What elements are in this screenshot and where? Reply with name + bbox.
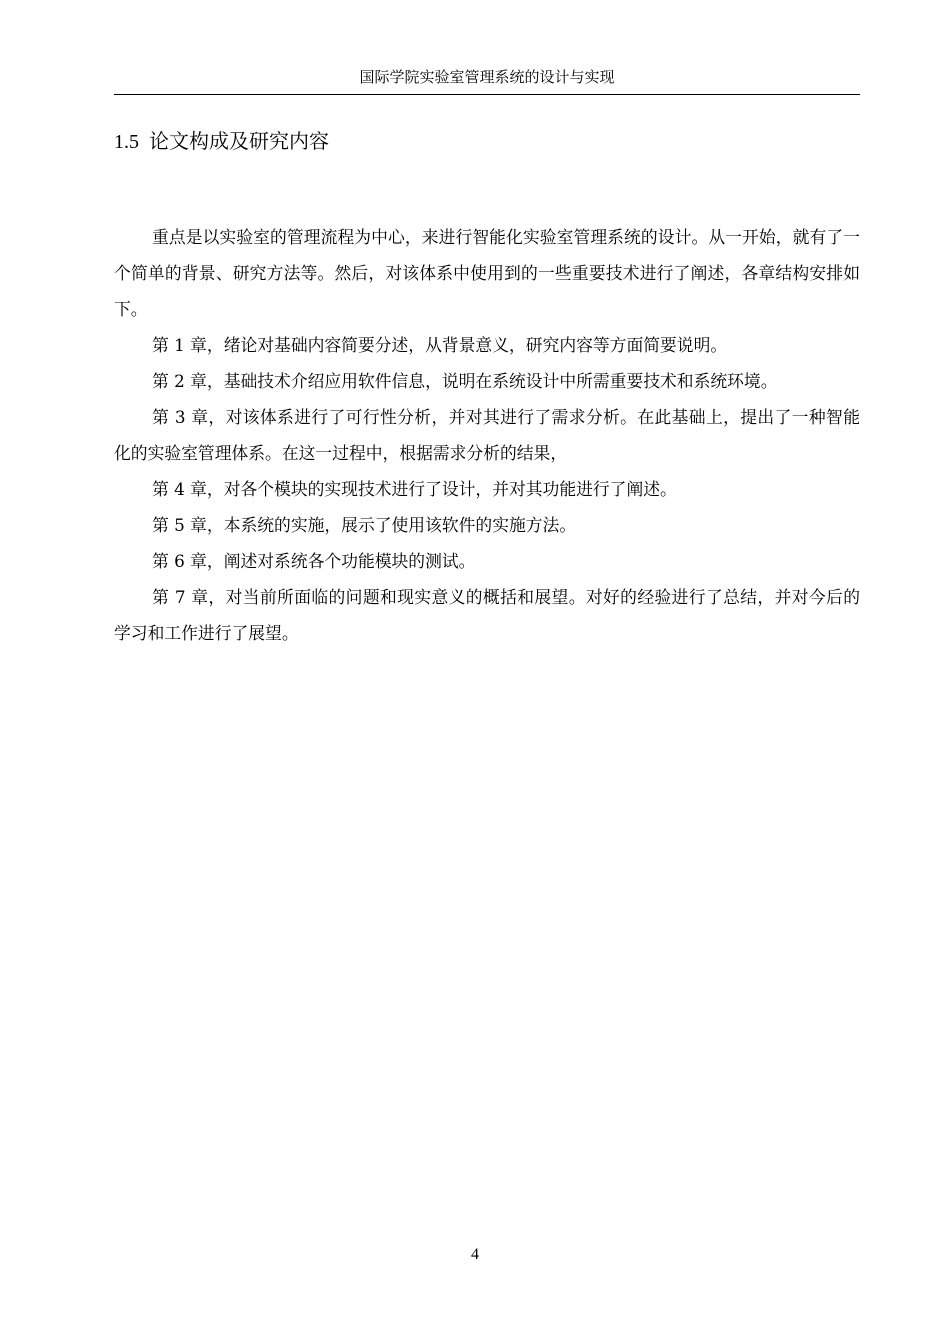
paragraph-chapter-6: 第 6 章，阐述对系统各个功能模块的测试。 <box>152 551 476 571</box>
paragraph-chapter-5: 第 5 章，本系统的实施，展示了使用该软件的实施方法。 <box>152 515 577 535</box>
section-heading <box>114 126 329 157</box>
paragraph-chapter-2: 第 2 章，基础技术介绍应用软件信息，说明在系统设计中所需重要技术和系统环境。 <box>152 371 778 391</box>
paragraph-chapter-4: 第 4 章，对各个模块的实现技术进行了设计，并对其功能进行了阐述。 <box>152 479 677 499</box>
paragraph-intro: 重点是以实验室的管理流程为中心，来进行智能化实验室管理系统的设计。从一开始，就有了一个简单的背景、研究方法等。然后，对该体系中使用到的一些重要技术进行了阐述，各章结构安排如下。 <box>114 227 860 319</box>
section-number: 1.5 <box>114 131 139 153</box>
paragraph-chapter-7: 第 7 章，对当前所面临的问题和现实意义的概括和展望。对好的经验进行了总结，并对今后的学习和工作进行了展望。 <box>114 587 860 643</box>
page-number: 4 <box>471 1246 479 1263</box>
running-header-title: 国际学院实验室管理系统的设计与实现 <box>359 68 615 86</box>
body-text <box>114 219 860 651</box>
running-header <box>114 66 860 95</box>
section-title: 论文构成及研究内容 <box>149 129 329 153</box>
paragraph-chapter-1: 第 1 章，绪论对基础内容简要分述，从背景意义，研究内容等方面简要说明。 <box>152 335 728 355</box>
paragraph-chapter-3: 第 3 章，对该体系进行了可行性分析，并对其进行了需求分析。在此基础上，提出了一种智能化的实验室管理体系。在这一过程中，根据需求分析的结果， <box>114 407 860 463</box>
